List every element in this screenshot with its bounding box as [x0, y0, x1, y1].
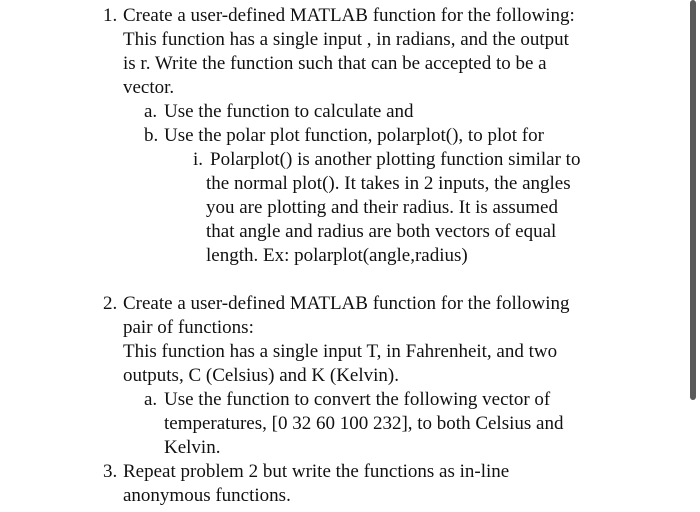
problem-1-line-3: is r. Write the function such that can be accepted to be a — [123, 53, 547, 74]
problem-2-line-1: Create a user-defined MATLAB function for the following — [123, 293, 570, 314]
subitem-1bi-line-5: length. Ex: polarplot(angle,radius) — [206, 245, 468, 266]
subitem-1bi-line-4: that angle and radius are both vectors of equal — [206, 221, 557, 242]
problem-3-line-1: Repeat problem 2 but write the functions as in-line — [123, 461, 510, 482]
problem-3-number: 3. — [103, 461, 118, 482]
problem-2-line-3: This function has a single input T, in Fahrenheit, and two — [123, 341, 558, 362]
problem-2-line-4: outputs, C (Celsius) and K (Kelvin). — [123, 365, 400, 386]
problem-3-line-2: anonymous functions. — [123, 485, 291, 506]
subitem-1bi-line-3: you are plotting and their radius. It is assumed — [206, 197, 558, 218]
problem-1-number: 1. — [103, 5, 118, 26]
subitem-2a-line-1: Use the function to convert the following vector of — [164, 389, 551, 410]
subitem-1b-label: b. — [144, 125, 159, 146]
problem-2-number: 2. — [103, 293, 118, 314]
subitem-1bi-line-2: the normal plot(). It takes in 2 inputs, the angles — [206, 173, 571, 194]
subitem-2a-line-3: Kelvin. — [164, 437, 221, 458]
subitem-1a-label: a. — [144, 101, 158, 122]
problem-1-line-1: Create a user-defined MATLAB function for the following: — [123, 5, 575, 26]
subitem-1bi-line-1: Polarplot() is another plotting function similar to — [210, 149, 581, 170]
scrollbar[interactable] — [690, 0, 696, 400]
subitem-1a-text: Use the function to calculate and — [164, 101, 414, 122]
problem-1-line-2: This function has a single input , in radians, and the output — [123, 29, 569, 50]
subitem-1b-text: Use the polar plot function, polarplot(), to plot for — [164, 125, 544, 146]
problem-2-line-2: pair of functions: — [123, 317, 254, 338]
problem-1-line-4: vector. — [123, 77, 175, 98]
subitem-2a-label: a. — [144, 389, 158, 410]
subitem-2a-line-2: temperatures, [0 32 60 100 232], to both Celsius and — [164, 413, 564, 434]
subitem-1bi-label: i. — [193, 149, 204, 170]
